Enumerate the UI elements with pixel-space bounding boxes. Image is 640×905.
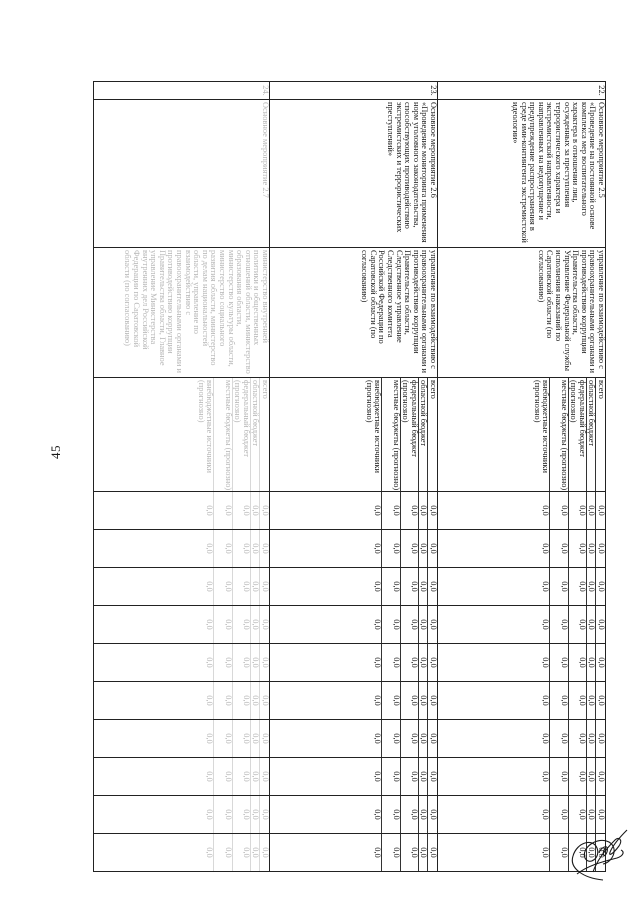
value: 0,0 xyxy=(373,581,383,592)
funding-source: внебюджетные источники (прогнозно) xyxy=(196,380,215,473)
value: 0,0 xyxy=(213,720,231,757)
value-cell xyxy=(270,644,438,682)
value: 0,0 xyxy=(205,543,215,554)
value: 0,0 xyxy=(568,530,586,567)
funding-sources xyxy=(270,378,438,492)
value: 0,0 xyxy=(373,505,383,516)
activity-name: Основное мероприятие 2.6 «Проведение мониторинга применения норм уголовного законодательства, способствующих противодействию экстремистских и террористических преступлений» xyxy=(270,100,438,248)
value: 0,0 xyxy=(213,758,231,795)
value: 0,0 xyxy=(541,771,551,782)
value: 0,0 xyxy=(427,492,437,529)
value: 0,0 xyxy=(400,568,418,605)
value: 0,0 xyxy=(427,682,437,719)
funding-source: федеральный бюджет (прогнозно) xyxy=(400,378,418,491)
value: 0,0 xyxy=(250,568,260,605)
value: 0,0 xyxy=(205,809,215,820)
value-cell xyxy=(94,606,270,644)
signature xyxy=(563,818,633,888)
value: 0,0 xyxy=(586,682,596,719)
value-cell xyxy=(270,720,438,758)
value: 0,0 xyxy=(373,543,383,554)
value: 0,0 xyxy=(373,695,383,706)
funding-source: внебюджетные источники (прогнозно) xyxy=(364,380,383,473)
value: 0,0 xyxy=(400,796,418,833)
value: 0,0 xyxy=(205,771,215,782)
value: 0,0 xyxy=(586,834,596,871)
value: 0,0 xyxy=(568,720,586,757)
funding-source: местные бюджеты (прогнозно) xyxy=(549,378,567,491)
value: 0,0 xyxy=(541,543,551,554)
value: 0,0 xyxy=(549,568,567,605)
funding-source: всего xyxy=(427,378,437,491)
value: 0,0 xyxy=(232,568,250,605)
row-number: 23. xyxy=(270,82,438,100)
value: 0,0 xyxy=(427,758,437,795)
value: 0,0 xyxy=(373,847,383,858)
executor: управление по взаимодействию с правоохранительными органами и противодействию коррупции Правительства области, Следственное управление Следственного комитета Российской Федерации по Саратовской области (по согласованию) xyxy=(270,248,438,378)
value: 0,0 xyxy=(418,758,428,795)
value: 0,0 xyxy=(232,796,250,833)
value-cell xyxy=(94,682,270,720)
value: 0,0 xyxy=(541,847,551,858)
value-cell xyxy=(270,530,438,568)
value-cell xyxy=(438,606,606,644)
value: 0,0 xyxy=(400,492,418,529)
value: 0,0 xyxy=(400,606,418,643)
value: 0,0 xyxy=(381,758,399,795)
value: 0,0 xyxy=(259,834,269,871)
value-cell xyxy=(438,758,606,796)
value: 0,0 xyxy=(427,568,437,605)
value: 0,0 xyxy=(250,606,260,643)
value: 0,0 xyxy=(427,530,437,567)
value-cell xyxy=(270,796,438,834)
value: 0,0 xyxy=(250,644,260,681)
value: 0,0 xyxy=(541,619,551,630)
value: 0,0 xyxy=(205,581,215,592)
value: 0,0 xyxy=(213,606,231,643)
value: 0,0 xyxy=(586,568,596,605)
value: 0,0 xyxy=(568,758,586,795)
value: 0,0 xyxy=(595,682,605,719)
value: 0,0 xyxy=(586,606,596,643)
value: 0,0 xyxy=(427,606,437,643)
funding-source: областной бюджет xyxy=(586,378,596,491)
value: 0,0 xyxy=(232,720,250,757)
row-number: 24. xyxy=(94,82,270,100)
value: 0,0 xyxy=(541,809,551,820)
value: 0,0 xyxy=(418,796,428,833)
value: 0,0 xyxy=(232,492,250,529)
value-cell xyxy=(94,568,270,606)
value: 0,0 xyxy=(205,733,215,744)
value: 0,0 xyxy=(381,720,399,757)
value: 0,0 xyxy=(213,530,231,567)
funding-source: федеральный бюджет (прогнозно) xyxy=(568,378,586,491)
value: 0,0 xyxy=(259,492,269,529)
value: 0,0 xyxy=(595,720,605,757)
value: 0,0 xyxy=(586,796,596,833)
value: 0,0 xyxy=(541,505,551,516)
executor: управление по взаимодействию с правоохранительными органами и противодействию коррупции Правительства области, Управление Федеральной службы исполнения наказаний по Саратовской области (по согласованию) xyxy=(438,248,606,378)
value: 0,0 xyxy=(232,530,250,567)
value-cell xyxy=(270,758,438,796)
value-cell xyxy=(94,720,270,758)
funding-source: местные бюджеты (прогнозно) xyxy=(213,378,231,491)
value: 0,0 xyxy=(250,492,260,529)
value: 0,0 xyxy=(259,796,269,833)
funding-source: областной бюджет xyxy=(250,378,260,491)
value: 0,0 xyxy=(205,657,215,668)
value: 0,0 xyxy=(381,530,399,567)
funding-source: областной бюджет xyxy=(418,378,428,491)
page-number: 45 xyxy=(48,445,63,459)
value: 0,0 xyxy=(259,568,269,605)
value: 0,0 xyxy=(205,619,215,630)
value: 0,0 xyxy=(568,492,586,529)
value: 0,0 xyxy=(232,834,250,871)
value: 0,0 xyxy=(568,644,586,681)
value: 0,0 xyxy=(541,581,551,592)
rotated-table-page xyxy=(94,81,606,871)
value: 0,0 xyxy=(400,758,418,795)
value: 0,0 xyxy=(549,834,567,871)
table-row xyxy=(270,82,438,872)
value-cell xyxy=(438,682,606,720)
funding-sources xyxy=(94,378,270,492)
value: 0,0 xyxy=(549,492,567,529)
value: 0,0 xyxy=(549,758,567,795)
value-cell xyxy=(94,758,270,796)
value: 0,0 xyxy=(400,644,418,681)
value: 0,0 xyxy=(250,834,260,871)
funding-sources xyxy=(438,378,606,492)
value: 0,0 xyxy=(418,834,428,871)
value: 0,0 xyxy=(205,505,215,516)
executor: министерство внутренней политики и общественных отношений области, министерство образования области, министерство культуры области, министерство социального развития области, министерство по делам национальностей области, управление по взаимодействию с правоохранительными органами и противодействию коррупции Правительства области, Главное управление Министерства внутренних дел Российской Федерации по Саратовской области (по согласованию) xyxy=(94,248,270,378)
value-cell xyxy=(438,492,606,530)
value-cell xyxy=(94,492,270,530)
value-cell xyxy=(270,568,438,606)
value: 0,0 xyxy=(250,682,260,719)
value: 0,0 xyxy=(549,530,567,567)
value: 0,0 xyxy=(586,758,596,795)
funding-source: всего xyxy=(595,378,605,491)
value-cell xyxy=(438,530,606,568)
value: 0,0 xyxy=(549,644,567,681)
funding-source: внебюджетные источники (прогнозно) xyxy=(532,380,551,473)
value: 0,0 xyxy=(373,733,383,744)
value: 0,0 xyxy=(586,530,596,567)
value: 0,0 xyxy=(541,695,551,706)
value: 0,0 xyxy=(418,530,428,567)
value: 0,0 xyxy=(595,644,605,681)
value: 0,0 xyxy=(232,758,250,795)
value: 0,0 xyxy=(381,644,399,681)
value: 0,0 xyxy=(586,720,596,757)
value: 0,0 xyxy=(259,682,269,719)
value: 0,0 xyxy=(213,834,231,871)
value: 0,0 xyxy=(418,720,428,757)
value: 0,0 xyxy=(381,834,399,871)
value: 0,0 xyxy=(213,796,231,833)
value: 0,0 xyxy=(259,758,269,795)
funding-source: местные бюджеты (прогнозно) xyxy=(381,378,399,491)
value-cell xyxy=(270,492,438,530)
value-cell xyxy=(270,834,438,872)
funding-source: федеральный бюджет (прогнозно) xyxy=(232,378,250,491)
activity-name: Основное мероприятие 2.7 xyxy=(94,100,270,248)
value: 0,0 xyxy=(595,530,605,567)
value: 0,0 xyxy=(549,606,567,643)
value-cell xyxy=(94,834,270,872)
value: 0,0 xyxy=(541,657,551,668)
value: 0,0 xyxy=(373,809,383,820)
value: 0,0 xyxy=(418,606,428,643)
value-cell xyxy=(270,682,438,720)
value: 0,0 xyxy=(259,530,269,567)
value: 0,0 xyxy=(418,492,428,529)
table-row xyxy=(94,82,270,872)
value-cell xyxy=(438,568,606,606)
value: 0,0 xyxy=(568,796,586,833)
funding-source: всего xyxy=(259,378,269,491)
value: 0,0 xyxy=(427,644,437,681)
row-number: 22. xyxy=(438,82,606,100)
value: 0,0 xyxy=(250,758,260,795)
value: 0,0 xyxy=(232,682,250,719)
value: 0,0 xyxy=(595,758,605,795)
value-cell xyxy=(94,796,270,834)
value: 0,0 xyxy=(568,682,586,719)
value: 0,0 xyxy=(400,834,418,871)
value: 0,0 xyxy=(549,796,567,833)
table-row xyxy=(438,82,606,872)
value: 0,0 xyxy=(427,834,437,871)
value: 0,0 xyxy=(595,834,605,871)
value: 0,0 xyxy=(232,606,250,643)
value: 0,0 xyxy=(418,568,428,605)
value: 0,0 xyxy=(250,530,260,567)
value: 0,0 xyxy=(568,568,586,605)
value: 0,0 xyxy=(549,682,567,719)
value: 0,0 xyxy=(205,847,215,858)
value: 0,0 xyxy=(381,796,399,833)
value: 0,0 xyxy=(381,682,399,719)
value: 0,0 xyxy=(568,606,586,643)
value: 0,0 xyxy=(568,834,586,871)
value-cell xyxy=(94,530,270,568)
value-cell xyxy=(270,606,438,644)
value: 0,0 xyxy=(549,720,567,757)
value-cell xyxy=(94,644,270,682)
value: 0,0 xyxy=(427,720,437,757)
value: 0,0 xyxy=(418,682,428,719)
value: 0,0 xyxy=(595,796,605,833)
value: 0,0 xyxy=(400,530,418,567)
value: 0,0 xyxy=(213,492,231,529)
value: 0,0 xyxy=(259,644,269,681)
value: 0,0 xyxy=(586,644,596,681)
value: 0,0 xyxy=(595,492,605,529)
value: 0,0 xyxy=(259,606,269,643)
value-cell xyxy=(438,644,606,682)
value: 0,0 xyxy=(205,695,215,706)
activity-name: Основное мероприятие 2.5 «Проведение на постоянной основе комплекса мер воспитательного характера в отношении лиц, осужденных за преступления террористического характера и экстремистской направленности, направленных на недопущение и предупреждение распространения в среде ими-контингента экстремистской идеологии» xyxy=(438,100,606,248)
value: 0,0 xyxy=(213,644,231,681)
program-table xyxy=(93,81,606,872)
value: 0,0 xyxy=(586,492,596,529)
value: 0,0 xyxy=(400,682,418,719)
value: 0,0 xyxy=(373,771,383,782)
value: 0,0 xyxy=(213,568,231,605)
value: 0,0 xyxy=(373,619,383,630)
value: 0,0 xyxy=(427,796,437,833)
value: 0,0 xyxy=(259,720,269,757)
value: 0,0 xyxy=(418,644,428,681)
value: 0,0 xyxy=(381,492,399,529)
value: 0,0 xyxy=(595,568,605,605)
value: 0,0 xyxy=(541,733,551,744)
value: 0,0 xyxy=(250,796,260,833)
value-cell xyxy=(438,720,606,758)
value: 0,0 xyxy=(213,682,231,719)
value: 0,0 xyxy=(595,606,605,643)
value: 0,0 xyxy=(232,644,250,681)
value: 0,0 xyxy=(381,606,399,643)
value: 0,0 xyxy=(373,657,383,668)
value: 0,0 xyxy=(400,720,418,757)
value: 0,0 xyxy=(250,720,260,757)
value: 0,0 xyxy=(381,568,399,605)
